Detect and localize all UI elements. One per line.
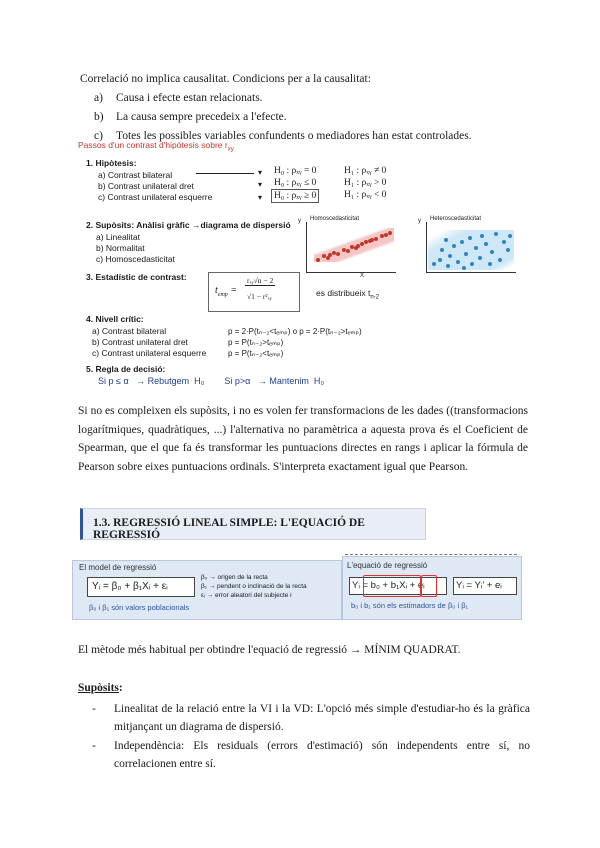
scatter-point bbox=[354, 246, 358, 250]
step2-title: 2. Supòsits: Anàlisi gràfic →diagrama de dispersió bbox=[86, 220, 291, 230]
scatter-point bbox=[336, 252, 340, 256]
scatter-point bbox=[456, 260, 460, 264]
distribution-text: es distribueix $t_{n-2}$ bbox=[316, 288, 380, 301]
step1-items: a) Contrast bilateral b) Contrast unilateral dret c) Contrast unilateral esquerre bbox=[98, 170, 213, 202]
scatter-point bbox=[346, 249, 350, 253]
step3-title: 3. Estadístic de contrast: bbox=[86, 272, 187, 282]
h1-list: H₁ : ρₓᵧ ≠ 0 H₁ : ρₓᵧ > 0 H₁ : ρₓᵧ < 0 bbox=[344, 166, 387, 200]
model-title: El model de regressió bbox=[79, 563, 157, 572]
scatter-point bbox=[432, 262, 436, 266]
step1-title: 1. Hipòtesis: bbox=[86, 158, 137, 168]
hypothesis-figure bbox=[78, 140, 528, 390]
scatter-point bbox=[462, 266, 466, 270]
scatter-point bbox=[484, 242, 488, 246]
scatter-point bbox=[440, 248, 444, 252]
intro-line: Correlació no implica causalitat. Condicions per a la causalitat: bbox=[80, 73, 371, 85]
scatter-point bbox=[448, 254, 452, 258]
scatter-point bbox=[438, 258, 442, 262]
list-item: - Independència: Els residuals (errors d'estimació) són independents entre sí, no correlacionen entre sí. bbox=[78, 737, 530, 774]
intro-block bbox=[80, 70, 530, 146]
equation-2: Yᵢ = Yᵢ' + eᵢ bbox=[453, 577, 517, 595]
bullet-icon: ▾ bbox=[258, 193, 263, 202]
equation-box bbox=[342, 556, 522, 620]
step4-formulas: p = 2·P(tₙ₋₂<tₑₘₚ) o p = 2·P(tₙ₋₂>tₑₘₚ) p = P(tₙ₋₂>tₑₘₚ) p = P(tₙ₋₂<tₑₘₚ) bbox=[228, 327, 362, 358]
section-heading: 1.3. REGRESSIÓ LINEAL SIMPLE: L'EQUACIÓ DE REGRESSIÓ bbox=[93, 517, 365, 541]
intro-list bbox=[80, 89, 530, 146]
t-statistic-formula: $t_{emp}$ = rₓᵧ√n − 2 √1 − r²ₓᵧ bbox=[208, 272, 300, 312]
scatter-point bbox=[502, 240, 506, 244]
highlight-box bbox=[421, 575, 437, 597]
scatter-point bbox=[444, 238, 448, 242]
step2-items: a) Linealitat b) Normalitat c) Homoscedasticitat bbox=[96, 232, 175, 264]
figure-caption: Passos d'un contrast d'hipòtesis sobre $r_{xy}$ bbox=[78, 140, 234, 153]
bullet-icon: ▾ bbox=[258, 180, 263, 189]
model-footer: β₀ i β₁ són valors poblacionals bbox=[89, 603, 190, 612]
scatter-point bbox=[464, 252, 468, 256]
assumptions-block bbox=[78, 680, 530, 774]
scatter-point bbox=[474, 246, 478, 250]
list-item: - Linealitat de la relació entre la VI i la VD: L'opció més simple d'estudiar-ho és la gràfica mitjançant un diagrama de dispersió. bbox=[78, 700, 530, 737]
assumptions-heading: Supòsits: bbox=[78, 682, 123, 694]
heteroscedasticity-plot: y Heteroscedasticitat bbox=[418, 218, 518, 276]
scatter-point bbox=[494, 232, 498, 236]
equation-title: L'equació de regressió bbox=[347, 561, 428, 570]
list-item: c) Totes les possibles variables confundents o mediadores han estat controlades. bbox=[94, 130, 472, 142]
assumptions-list bbox=[78, 700, 530, 774]
model-equation: Yᵢ = β₀ + β₁Xᵢ + εᵢ bbox=[87, 577, 195, 597]
scatter-point bbox=[498, 258, 502, 262]
scatter-point bbox=[460, 240, 464, 244]
model-box bbox=[72, 560, 342, 620]
scatter-point bbox=[468, 236, 472, 240]
model-notes: β₀ → origen de la recta β₁ → pendent o inclinació de la recta εᵢ → error aleatori del subjecte i bbox=[201, 574, 307, 599]
step4-items: a) Contrast bilateral b) Contrast unilateral dret c) Contrast unilateral esquerre bbox=[92, 326, 207, 358]
decision-rule: Si p ≤ α → Rebutgem H₀ Si p>α → Mantenim H₀ bbox=[98, 376, 325, 386]
step5-title: 5. Regla de decisió: bbox=[86, 364, 166, 374]
h0-list: H₀ : ρₓᵧ = 0 H₀ : ρₓᵧ ≤ 0 H₀ : ρₓᵧ ≥ 0 bbox=[274, 165, 319, 203]
method-line: El mètode més habitual per obtindre l'equació de regressió → MÍNIM QUADRAT. bbox=[78, 644, 461, 656]
scatter-point bbox=[374, 237, 378, 241]
scatter-point bbox=[506, 248, 510, 252]
scatter-point bbox=[480, 234, 484, 238]
section-heading-box bbox=[80, 508, 426, 540]
scatter-point bbox=[508, 234, 512, 238]
list-item: b) La causa sempre precedeix a l'efecte. bbox=[94, 111, 287, 123]
scatter-point bbox=[316, 258, 320, 262]
bullet-icon: ▾ bbox=[258, 168, 263, 177]
step4-title: 4. Nivell crític: bbox=[86, 314, 144, 324]
scatter-point bbox=[470, 262, 474, 266]
scatter-point bbox=[488, 262, 492, 266]
spearman-paragraph: Si no es compleixen els supòsits, i no es volen fer transformacions de les dades ((transformacions logarítmiques, quadràtiques, ...) l'alternativa no paramètrica a aquesta prova és el Coeficient de Spearman, que el que fa és transformar les puntuacions directes en rangs i aplicar la fórmula de Pearson sobre eixes puntuacions ordinals. S'interpreta exactament igual que Pearson. bbox=[78, 405, 528, 473]
scatter-point bbox=[478, 256, 482, 260]
highlight-box bbox=[363, 575, 421, 597]
arrow-line bbox=[196, 173, 254, 174]
equation-footer: b₀ i b₁ són els estimadors de β₀ i β₁ bbox=[351, 601, 469, 610]
scatter-point bbox=[490, 250, 494, 254]
scatter-point bbox=[446, 264, 450, 268]
scatter-point bbox=[388, 231, 392, 235]
scatter-point bbox=[368, 239, 372, 243]
scatter-point bbox=[328, 253, 332, 257]
homoscedasticity-plot: y Homoscedasticitat X bbox=[298, 218, 398, 276]
scatter-point bbox=[452, 244, 456, 248]
list-item: a) Causa i efecte estan relacionats. bbox=[94, 92, 263, 104]
equation-1: Yᵢ = b₀ + b₁Xᵢ + eᵢ bbox=[349, 577, 447, 595]
